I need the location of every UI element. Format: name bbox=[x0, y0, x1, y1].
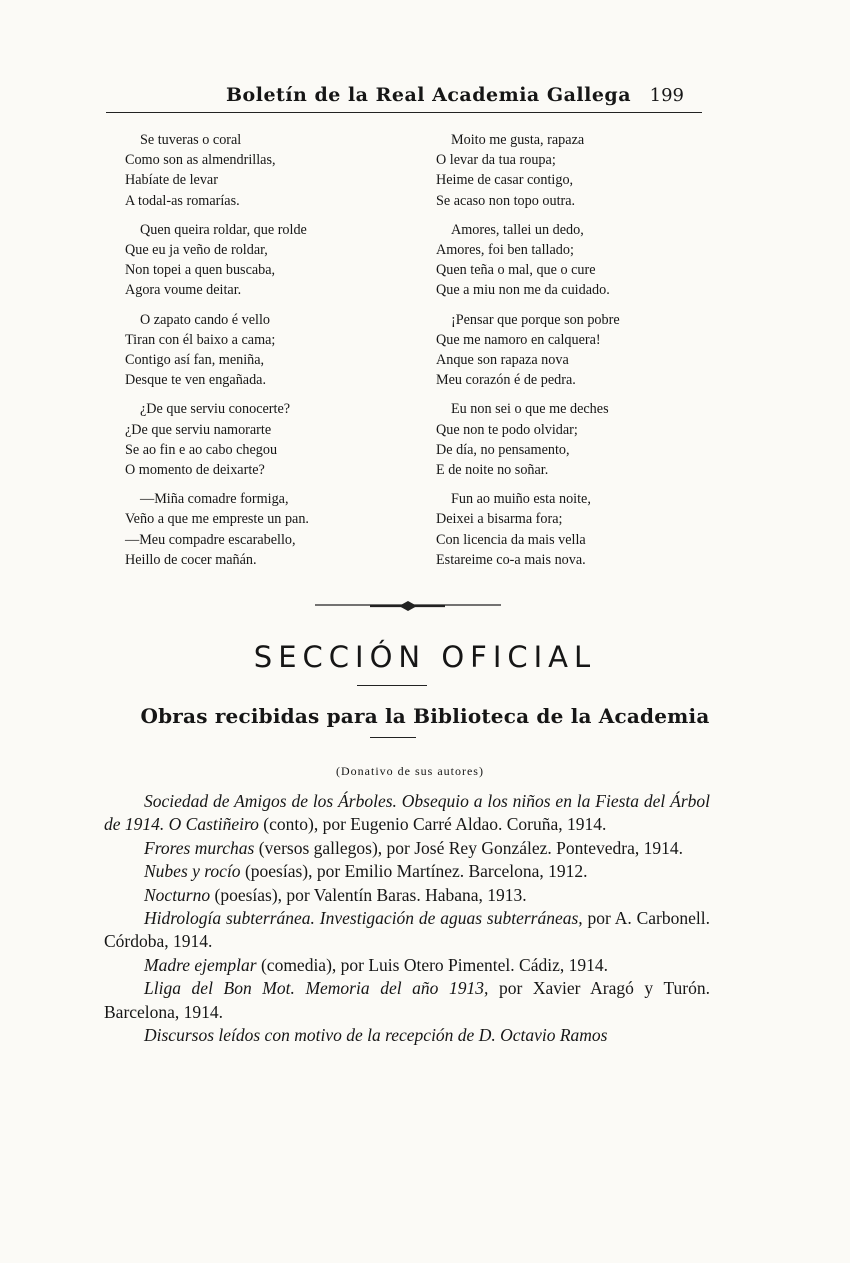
section-subtitle: Obras recibidas para la Biblioteca de la Academia bbox=[140, 704, 710, 728]
entry-title: Hidrología subterránea. Investigación de aguas subterráneas, bbox=[144, 908, 583, 929]
poem-right-column bbox=[436, 130, 706, 579]
poem-stanza bbox=[125, 220, 385, 301]
poem-line: O momento de deixarte? bbox=[125, 462, 265, 479]
poem-line: Moito me gusta, rapaza bbox=[451, 132, 585, 148]
bibliography-entry bbox=[104, 860, 710, 883]
subtitle-rule bbox=[370, 737, 416, 738]
entry-title: Discursos leídos con motivo de la recepción de D. Octavio Ramos bbox=[144, 1025, 608, 1046]
poem-line: Meu corazón é de pedra. bbox=[436, 372, 576, 389]
poem-line: Eu non sei o que me deches bbox=[451, 401, 609, 418]
bibliography-entry bbox=[104, 837, 710, 860]
poem-line: Heime de casar contigo, bbox=[436, 172, 574, 189]
poem-line: Deixei a bisarma fora; bbox=[436, 511, 563, 528]
poem-stanza bbox=[125, 310, 385, 391]
poem-stanza bbox=[125, 489, 385, 570]
poem-line: Se tuveras o coral bbox=[140, 132, 242, 148]
section-title: SECCIÓN OFICIAL bbox=[253, 640, 597, 674]
poem-line: E de noite no soñar. bbox=[436, 462, 549, 479]
poem-line: Agora voume deitar. bbox=[125, 282, 242, 299]
poem-line: Se ao fin e ao cabo chegou bbox=[125, 441, 278, 458]
poem-line: Veño a que me empreste un pan. bbox=[125, 511, 309, 528]
poem-line: Tiran con él baixo a cama; bbox=[125, 331, 276, 348]
entry-title: Lliga del Bon Mot. Memoria del año 1913, bbox=[144, 978, 489, 999]
donativo-note: (Donativo de sus autores) bbox=[336, 764, 484, 778]
poem-stanza bbox=[436, 310, 706, 391]
poem-line: Habíate de levar bbox=[125, 172, 218, 189]
poem-line: O zapato cando é vello bbox=[140, 311, 270, 328]
poem-line: A todal-as romarías. bbox=[125, 192, 240, 209]
bibliography-entry bbox=[104, 790, 710, 837]
poem-stanza bbox=[436, 489, 706, 570]
poem-stanza bbox=[125, 130, 385, 211]
entry-title: Madre ejemplar bbox=[144, 954, 257, 975]
bibliography-entry bbox=[104, 954, 710, 977]
poem-line: Que eu ja veño de roldar, bbox=[125, 242, 268, 259]
entry-title: Frores murchas bbox=[144, 837, 255, 858]
entry-details: (conto), por Eugenio Carré Aldao. Coruña, 1914. bbox=[258, 814, 607, 835]
poem-line: Quen queira roldar, que rolde bbox=[140, 221, 307, 238]
entry-title: Sociedad de Amigos de los Árboles. Obsequio a los niños en la Fiesta del Árbol de 1914. O Castiñeiro bbox=[104, 791, 710, 835]
poem-line: Que non te podo olvidar; bbox=[436, 421, 578, 438]
poem-line: Fun ao muiño esta noite, bbox=[451, 491, 591, 508]
poem-line: De día, no pensamento, bbox=[436, 441, 570, 458]
poem-stanza bbox=[125, 399, 385, 480]
poem-line: Heillo de cocer mañán. bbox=[125, 551, 257, 568]
poem-line: ¡Pensar que porque son pobre bbox=[451, 311, 620, 328]
bibliography-entry bbox=[104, 907, 710, 954]
page-number: 199 bbox=[649, 85, 684, 106]
poem-line: Que a miu non me da cuidado. bbox=[436, 282, 610, 299]
poem-line: Como son as almendrillas, bbox=[125, 152, 276, 169]
running-header bbox=[106, 82, 702, 113]
entry-details: por A. Carbonell. Córdoba, 1914. bbox=[104, 908, 710, 952]
poem-line: Amores, tallei un dedo, bbox=[451, 221, 584, 238]
poem-line: Amores, foi ben tallado; bbox=[436, 242, 574, 259]
bibliography-entry bbox=[104, 1024, 710, 1047]
bibliography-entry bbox=[104, 977, 710, 1024]
poem-line: Con licencia da mais vella bbox=[436, 531, 586, 548]
poem-line: Anque son rapaza nova bbox=[436, 352, 569, 369]
entry-details: por Xavier Aragó y Turón. Barcelona, 1914. bbox=[104, 978, 710, 1022]
poem-line: Estareime co-a mais nova. bbox=[436, 551, 586, 568]
ornament-divider bbox=[315, 598, 501, 614]
poem-stanza bbox=[436, 399, 706, 480]
entry-list bbox=[104, 790, 710, 1047]
entry-title: Nocturno bbox=[144, 884, 211, 905]
poem-line: —Miña comadre formiga, bbox=[140, 491, 289, 508]
poem-line: ¿De que serviu namorarte bbox=[125, 421, 272, 438]
entry-details: (comedia), por Luis Otero Pimentel. Cádiz, 1914. bbox=[256, 954, 608, 975]
poem-line: Que me namoro en calquera! bbox=[436, 331, 601, 348]
bibliography-entry bbox=[104, 884, 710, 907]
journal-title: Boletín de la Real Academia Gallega bbox=[226, 84, 632, 106]
entry-details: (poesías), por Valentín Baras. Habana, 1913. bbox=[210, 884, 527, 905]
poem-line: Se acaso non topo outra. bbox=[436, 192, 576, 209]
poem-stanza bbox=[436, 130, 706, 211]
entry-details: (versos gallegos), por José Rey González. Pontevedra, 1914. bbox=[254, 837, 683, 858]
poem-line: O levar da tua roupa; bbox=[436, 152, 556, 169]
entry-title: Nubes y rocío bbox=[144, 861, 241, 882]
entry-details: (poesías), por Emilio Martínez. Barcelona, 1912. bbox=[240, 861, 588, 882]
poem-line: Quen teña o mal, que o cure bbox=[436, 262, 596, 279]
poem-line: Non topei a quen buscaba, bbox=[125, 262, 276, 279]
poem-line: ¿De que serviu conocerte? bbox=[140, 401, 291, 418]
poem-line: —Meu compadre escarabello, bbox=[125, 531, 296, 548]
poem-stanza bbox=[436, 220, 706, 301]
poem-line: Desque te ven engañada. bbox=[125, 372, 267, 389]
poem-line: Contigo así fan, meniña, bbox=[125, 352, 265, 369]
poem-left-column bbox=[125, 130, 385, 579]
section-rule bbox=[357, 685, 427, 686]
